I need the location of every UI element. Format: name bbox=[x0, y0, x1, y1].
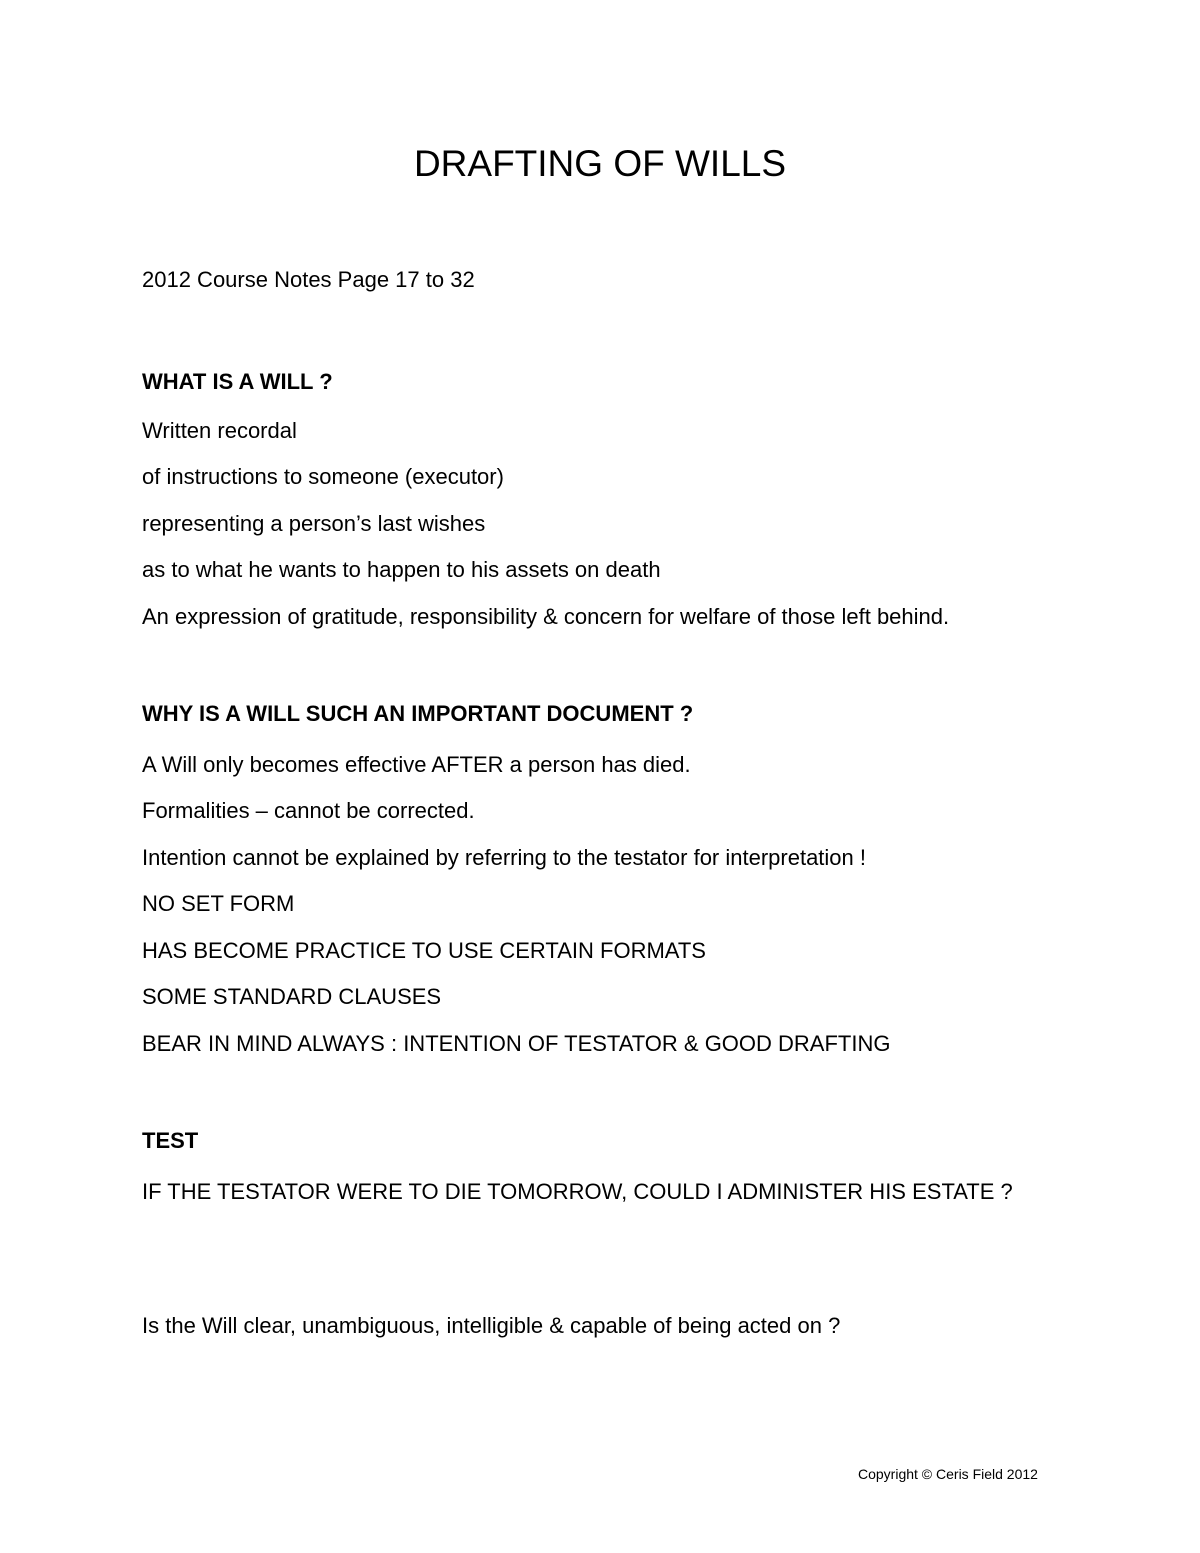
section2-line: NO SET FORM bbox=[142, 891, 295, 916]
section1-line: An expression of gratitude, responsibility & concern for welfare of those left behind. bbox=[142, 604, 950, 629]
section2-line: Intention cannot be explained by referring to the testator for interpretation ! bbox=[142, 845, 867, 870]
section1-line: representing a person’s last wishes bbox=[142, 511, 486, 536]
copyright-notice: Copyright © Ceris Field 2012 bbox=[858, 1466, 1038, 1482]
section-heading-test: TEST bbox=[142, 1128, 199, 1153]
section-heading-why-important: WHY IS A WILL SUCH AN IMPORTANT DOCUMENT ? bbox=[142, 701, 694, 726]
section2-line: Formalities – cannot be corrected. bbox=[142, 798, 475, 823]
course-notes-reference: 2012 Course Notes Page 17 to 32 bbox=[142, 267, 475, 292]
section2-line: A Will only becomes effective AFTER a person has died. bbox=[142, 752, 691, 777]
section2-line: SOME STANDARD CLAUSES bbox=[142, 984, 442, 1009]
section1-line: Written recordal bbox=[142, 418, 297, 443]
section1-line: as to what he wants to happen to his assets on death bbox=[142, 557, 661, 582]
section2-line: HAS BECOME PRACTICE TO USE CERTAIN FORMATS bbox=[142, 938, 706, 963]
section2-line: BEAR IN MIND ALWAYS : INTENTION OF TESTATOR & GOOD DRAFTING bbox=[142, 1031, 891, 1056]
test-followup: Is the Will clear, unambiguous, intelligible & capable of being acted on ? bbox=[142, 1313, 841, 1338]
section1-line: of instructions to someone (executor) bbox=[142, 464, 504, 489]
test-question: IF THE TESTATOR WERE TO DIE TOMORROW, COULD I ADMINISTER HIS ESTATE ? bbox=[142, 1179, 1013, 1204]
section-heading-what-is-a-will: WHAT IS A WILL ? bbox=[142, 369, 333, 394]
document-title: DRAFTING OF WILLS bbox=[413, 143, 787, 184]
